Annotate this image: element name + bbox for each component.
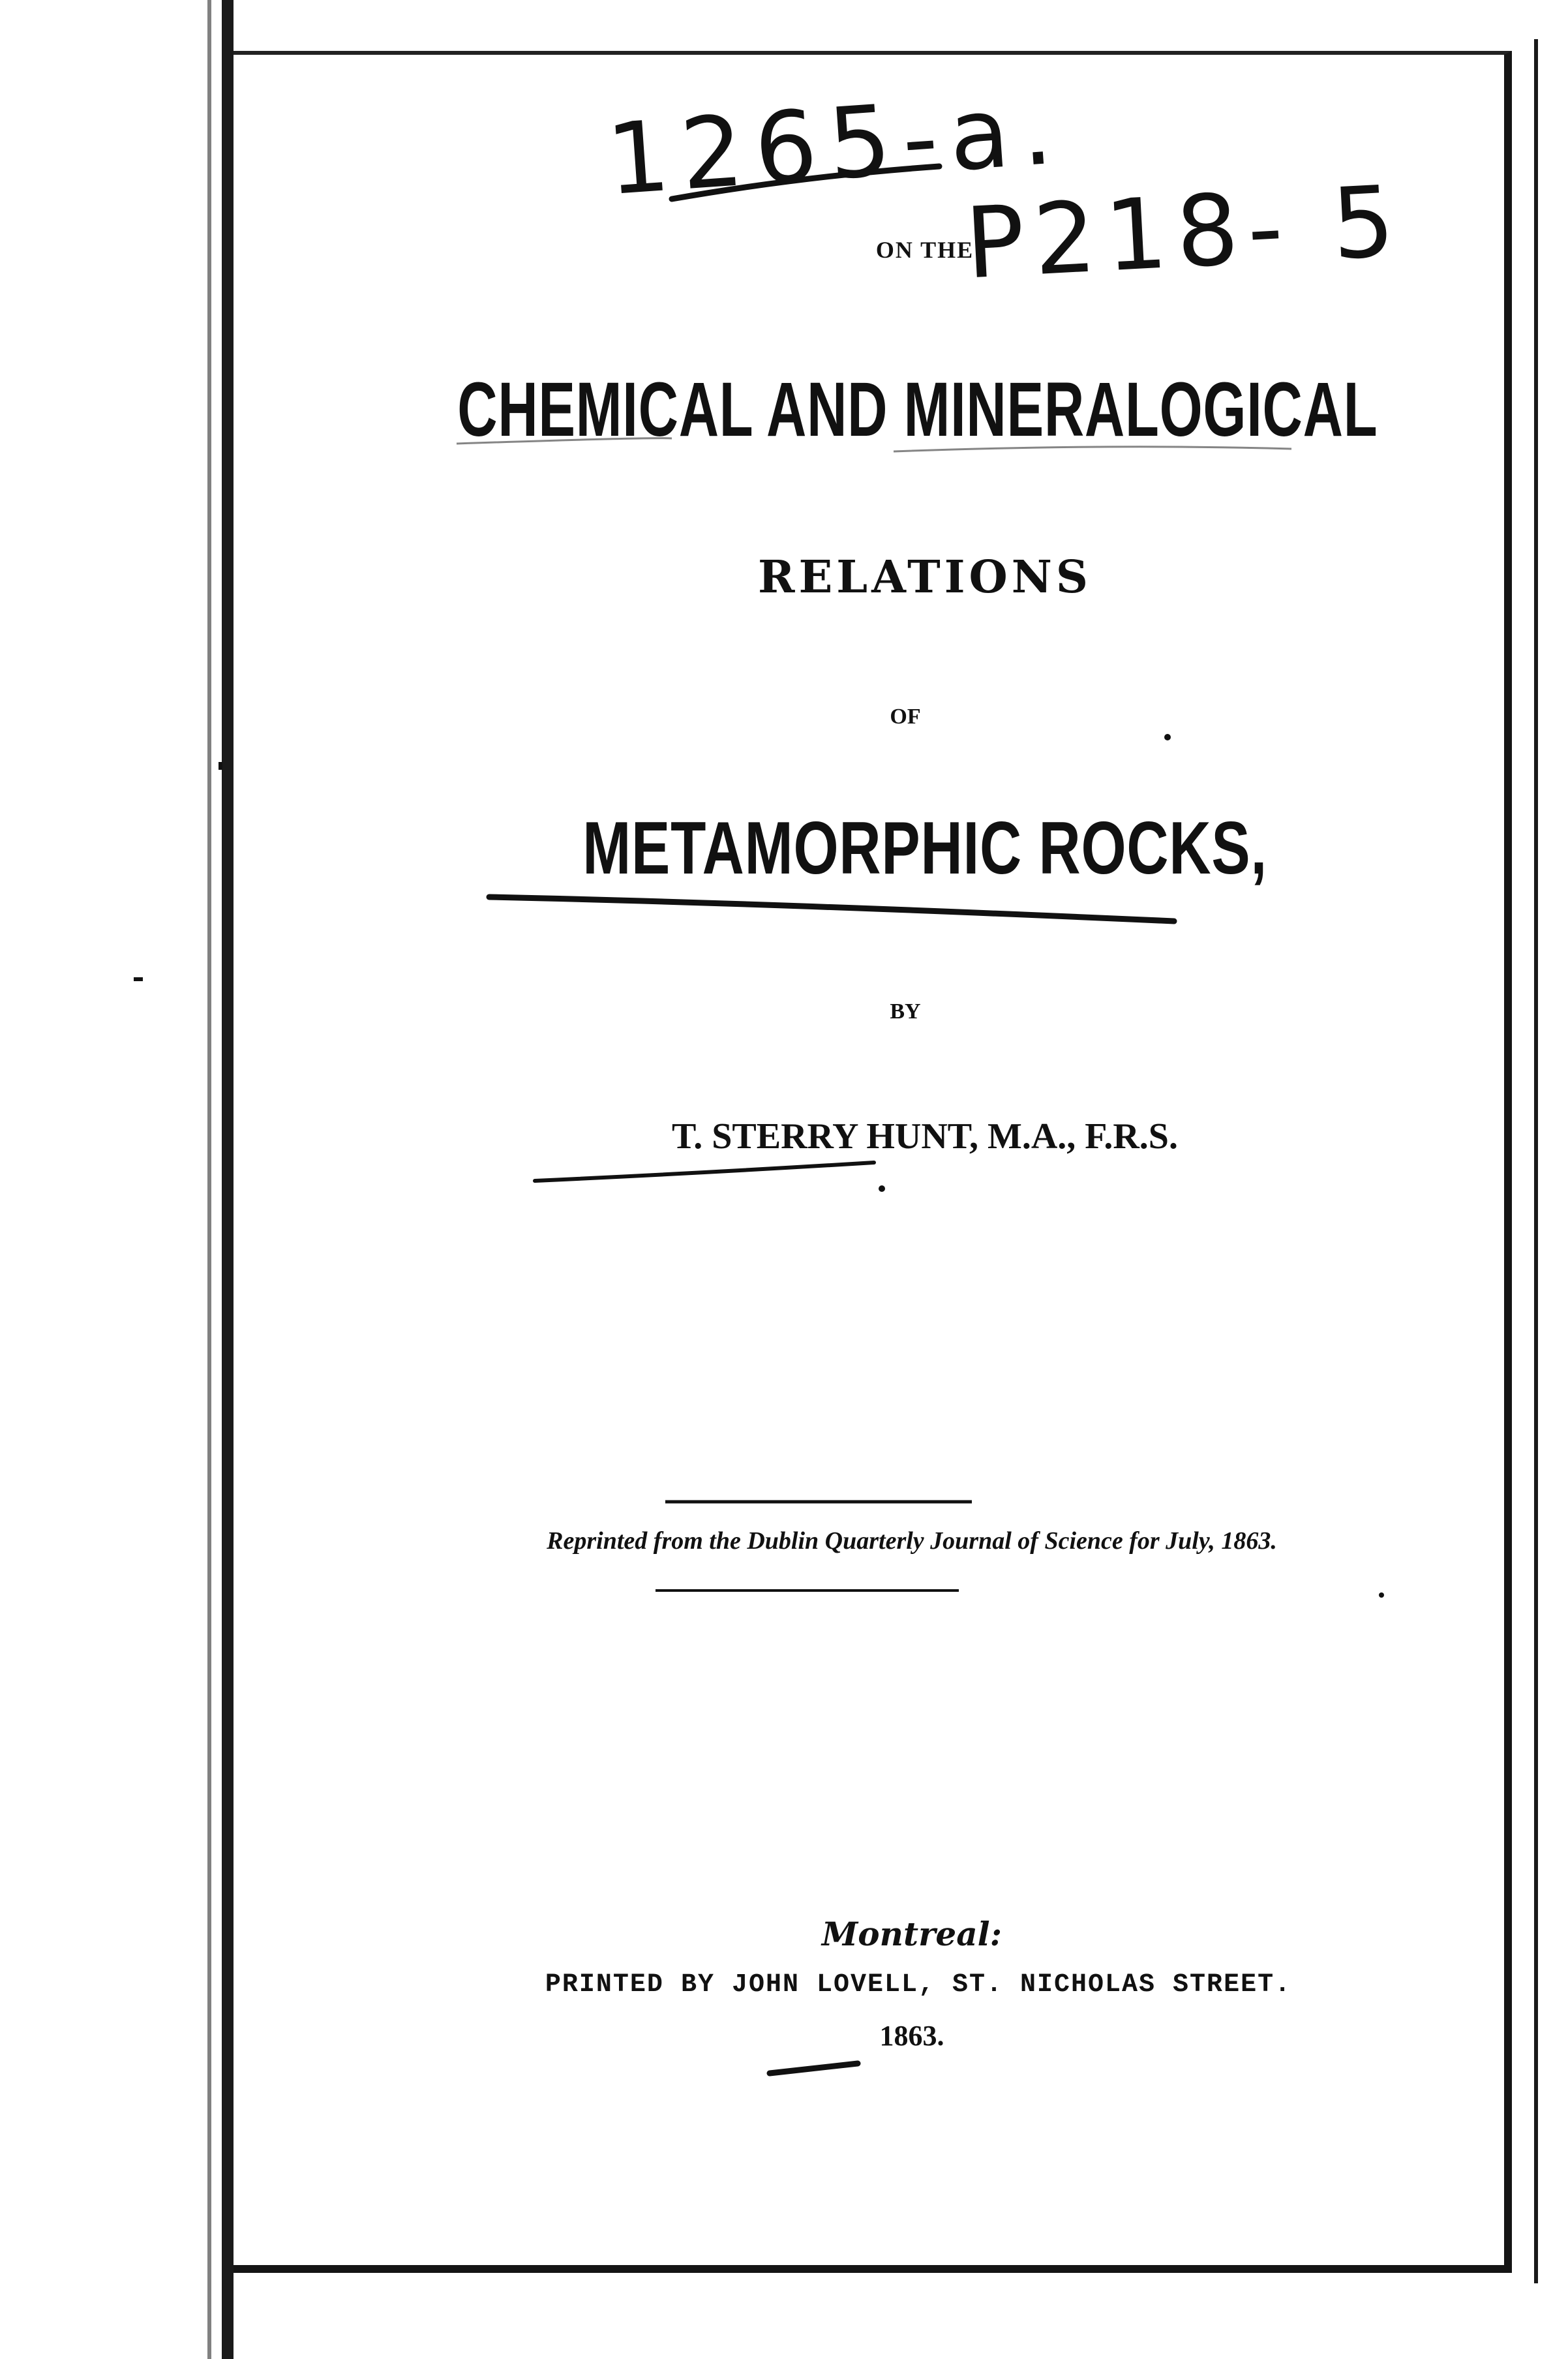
- title-line-2: RELATIONS: [757, 551, 1093, 603]
- handwritten-shelf-mark: P218- 5: [962, 164, 1407, 301]
- title-line-1: CHEMICAL AND MINERALOGICAL: [457, 367, 1378, 453]
- page-speck: [1379, 1592, 1384, 1598]
- imprint-printer: PRINTED BY JOHN LOVELL, ST. NICHOLAS STREET.: [545, 1970, 1292, 2000]
- title-line-3: METAMORPHIC ROCKS,: [582, 807, 1267, 890]
- page-speck: [879, 1185, 885, 1192]
- pencil-mark-title-left: [457, 438, 672, 444]
- imprint-year: 1863.: [879, 2020, 944, 2052]
- margin-speck: [134, 977, 143, 981]
- title-preface: ON THE: [875, 237, 974, 263]
- imprint-place: Montreal:: [821, 1915, 1003, 1953]
- reprint-note: Reprinted from the Dublin Quarterly Journal of Science for July, 1863.: [547, 1527, 1277, 1555]
- year-underline: [770, 2063, 858, 2073]
- page-speck: [1164, 734, 1171, 740]
- title-underline: [489, 897, 1174, 921]
- author-underline: [535, 1163, 874, 1181]
- title-connector: OF: [890, 705, 921, 729]
- author-name: T. STERRY HUNT, M.A., F.R.S.: [672, 1116, 1178, 1157]
- call-number-underline: [672, 166, 939, 199]
- handwritten-call-number: 1265-a.: [603, 72, 1068, 218]
- byline-label: BY: [890, 999, 921, 1024]
- margin-speck: [219, 762, 222, 770]
- pencil-mark-title-right: [894, 447, 1291, 451]
